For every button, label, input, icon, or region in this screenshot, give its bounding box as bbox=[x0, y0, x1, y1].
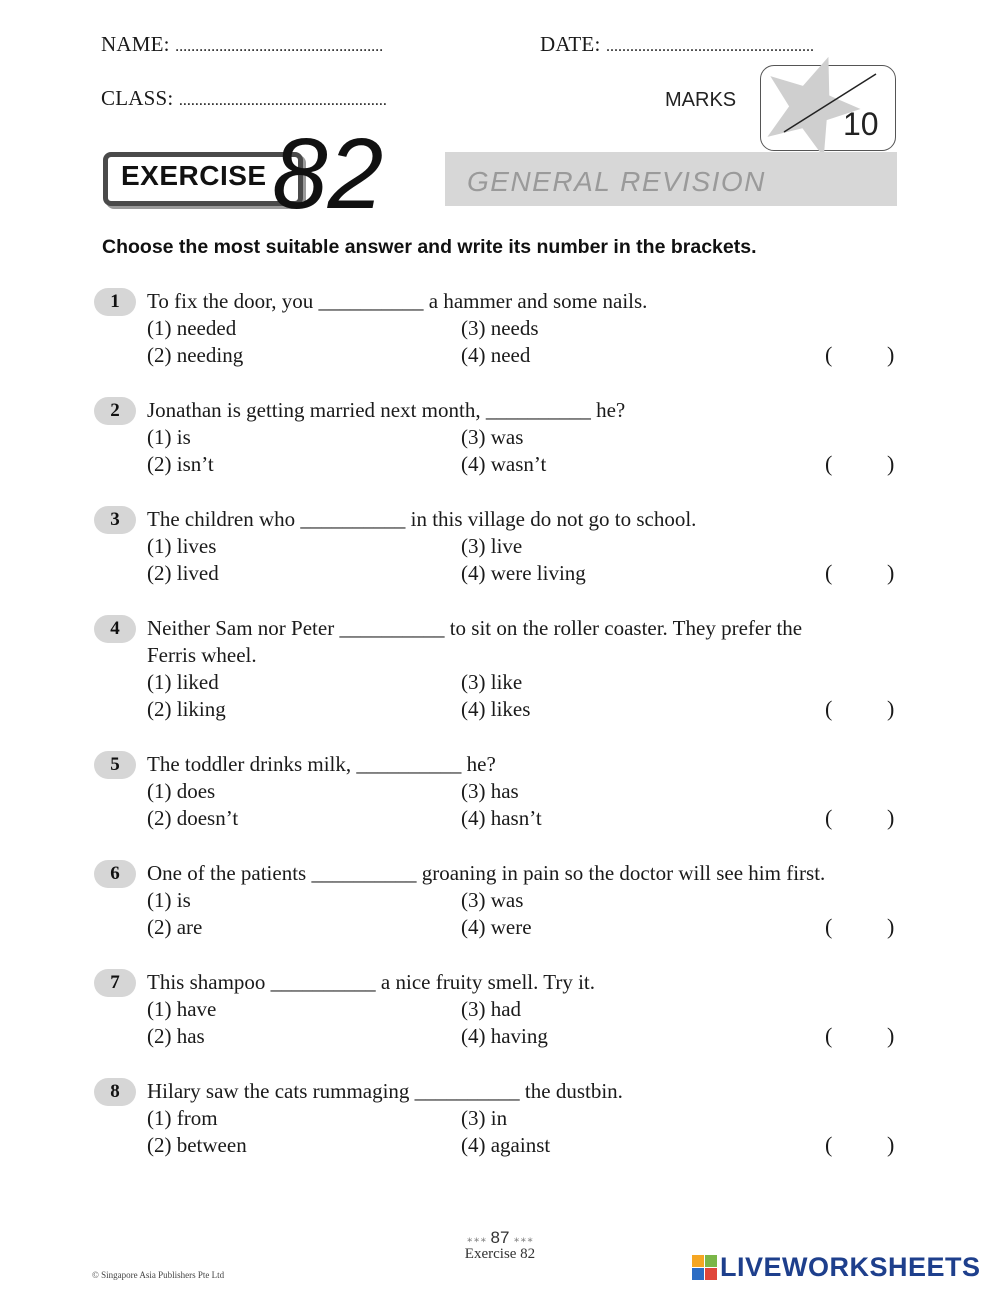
option-2: (2) has bbox=[147, 1024, 205, 1048]
answer-bracket-close: ) bbox=[887, 1132, 895, 1157]
option-3: (3) needs bbox=[461, 316, 539, 340]
question-text: To fix the door, you __________ a hammer and some nails. bbox=[147, 289, 648, 313]
question-number: 5 bbox=[94, 751, 136, 779]
exercise-title: GENERAL REVISION bbox=[467, 166, 766, 197]
marks-label: MARKS bbox=[665, 89, 737, 111]
name-field bbox=[101, 32, 383, 57]
option-2: (2) doesn’t bbox=[147, 806, 239, 830]
class-dots[interactable]: .................................................... bbox=[178, 92, 387, 109]
answer-bracket-close: ) bbox=[887, 914, 895, 939]
option-1: (1) liked bbox=[147, 670, 219, 694]
marks-total: 10 bbox=[843, 106, 879, 142]
option-3: (3) was bbox=[461, 425, 524, 449]
answer-input[interactable] bbox=[836, 1021, 886, 1051]
option-1: (1) needed bbox=[147, 316, 237, 340]
class-field bbox=[101, 86, 387, 111]
exercise-label: EXERCISE bbox=[121, 160, 267, 191]
ornament-right: ∗∗∗ bbox=[513, 1235, 534, 1246]
answer-bracket-close: ) bbox=[887, 451, 895, 476]
question-text: The children who __________ in this village do not go to school. bbox=[147, 507, 697, 531]
question-number: 3 bbox=[94, 506, 136, 534]
option-4: (4) likes bbox=[461, 697, 531, 721]
option-4: (4) wasn’t bbox=[461, 452, 547, 476]
answer-bracket-close: ) bbox=[887, 560, 895, 585]
option-4: (4) were bbox=[461, 915, 532, 939]
name-dots[interactable]: .................................................... bbox=[175, 38, 384, 55]
answer-bracket-open: ( bbox=[825, 805, 833, 830]
option-2: (2) between bbox=[147, 1133, 247, 1157]
option-4: (4) were living bbox=[461, 561, 586, 585]
answer-input[interactable] bbox=[836, 694, 886, 724]
answer-input[interactable] bbox=[836, 340, 886, 370]
option-3: (3) live bbox=[461, 534, 523, 558]
option-1: (1) lives bbox=[147, 534, 217, 558]
option-1: (1) does bbox=[147, 779, 216, 803]
answer-bracket-close: ) bbox=[887, 805, 895, 830]
option-3: (3) had bbox=[461, 997, 522, 1021]
answer-input[interactable] bbox=[836, 1130, 886, 1160]
answer-bracket-open: ( bbox=[825, 1023, 833, 1048]
question-number: 8 bbox=[94, 1078, 136, 1106]
option-2: (2) isn’t bbox=[147, 452, 214, 476]
option-1: (1) have bbox=[147, 997, 217, 1021]
answer-bracket-open: ( bbox=[825, 451, 833, 476]
answer-bracket-close: ) bbox=[887, 1023, 895, 1048]
option-2: (2) lived bbox=[147, 561, 219, 585]
question-number: 2 bbox=[94, 397, 136, 425]
option-2: (2) liking bbox=[147, 697, 226, 721]
option-1: (1) is bbox=[147, 425, 191, 449]
option-2: (2) needing bbox=[147, 343, 244, 367]
question-text: This shampoo __________ a nice fruity smell. Try it. bbox=[147, 970, 595, 994]
option-4: (4) having bbox=[461, 1024, 548, 1048]
page-number-line bbox=[448, 1228, 552, 1248]
liveworksheets-brand[interactable]: LIVEWORKSHEETS bbox=[720, 1252, 981, 1282]
option-3: (3) in bbox=[461, 1106, 508, 1130]
question-text: The toddler drinks milk, __________ he? bbox=[147, 752, 496, 776]
answer-bracket-close: ) bbox=[887, 696, 895, 721]
answer-input[interactable] bbox=[836, 558, 886, 588]
answer-bracket-open: ( bbox=[825, 342, 833, 367]
question-text: One of the patients __________ groaning in pain so the doctor will see him first. bbox=[147, 861, 826, 885]
question-text-continued: Ferris wheel. bbox=[147, 643, 257, 667]
question-text: Hilary saw the cats rummaging __________ the dustbin. bbox=[147, 1079, 623, 1103]
answer-bracket-open: ( bbox=[825, 560, 833, 585]
question-number: 1 bbox=[94, 288, 136, 316]
date-dots[interactable]: .................................................... bbox=[605, 38, 814, 55]
question-number: 6 bbox=[94, 860, 136, 888]
question-text: Jonathan is getting married next month, __________ he? bbox=[147, 398, 626, 422]
option-2: (2) are bbox=[147, 915, 203, 939]
answer-input[interactable] bbox=[836, 912, 886, 942]
ornament-left: ∗∗∗ bbox=[466, 1235, 487, 1246]
option-3: (3) like bbox=[461, 670, 523, 694]
answer-input[interactable] bbox=[836, 803, 886, 833]
instructions: Choose the most suitable answer and write its number in the brackets. bbox=[102, 236, 757, 258]
option-4: (4) hasn’t bbox=[461, 806, 542, 830]
date-label: DATE: bbox=[540, 32, 601, 56]
liveworksheets-logo-icon bbox=[692, 1255, 718, 1281]
exercise-number: 82 bbox=[272, 118, 384, 230]
exercise-ref: Exercise 82 bbox=[464, 1246, 536, 1262]
answer-input[interactable] bbox=[836, 449, 886, 479]
option-3: (3) has bbox=[461, 779, 519, 803]
answer-bracket-open: ( bbox=[825, 1132, 833, 1157]
option-3: (3) was bbox=[461, 888, 524, 912]
question-text: Neither Sam nor Peter __________ to sit on the roller coaster. They prefer the bbox=[147, 616, 803, 640]
option-1: (1) from bbox=[147, 1106, 218, 1130]
option-4: (4) need bbox=[461, 343, 531, 367]
question-number: 7 bbox=[94, 969, 136, 997]
answer-bracket-open: ( bbox=[825, 914, 833, 939]
name-label: NAME: bbox=[101, 32, 170, 56]
answer-bracket-close: ) bbox=[887, 342, 895, 367]
class-label: CLASS: bbox=[101, 86, 174, 110]
option-1: (1) is bbox=[147, 888, 191, 912]
page-number: 87 bbox=[490, 1228, 510, 1247]
copyright: © Singapore Asia Publishers Pte Ltd bbox=[92, 1270, 225, 1280]
answer-bracket-open: ( bbox=[825, 696, 833, 721]
question-number: 4 bbox=[94, 615, 136, 643]
option-4: (4) against bbox=[461, 1133, 551, 1157]
